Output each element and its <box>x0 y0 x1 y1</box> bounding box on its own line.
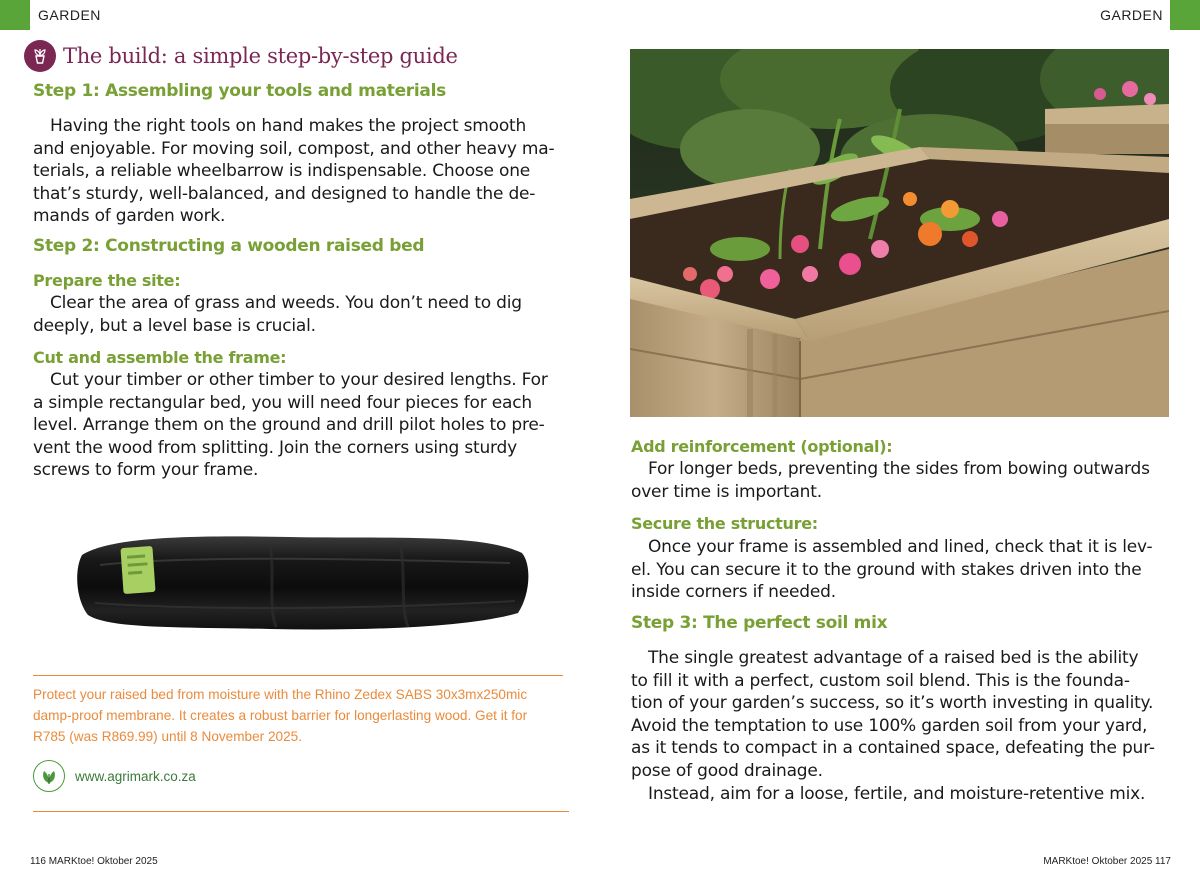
cut-assemble-body <box>33 369 578 482</box>
prepare-site-heading: Prepare the site: <box>33 271 181 290</box>
agrimark-leaf-logo-icon <box>33 760 65 792</box>
text-line: over time is important. <box>631 481 822 502</box>
text-line: a simple rectangular bed, you will need four pieces for each <box>33 392 532 413</box>
page-title: The build: a simple step-by-step guide <box>63 44 458 68</box>
section-color-bar <box>1170 0 1200 30</box>
step3-heading: Step 3: The perfect soil mix <box>631 613 888 633</box>
damp-proof-membrane-roll-image <box>70 515 535 645</box>
step3-body <box>631 647 1176 805</box>
text-line: Avoid the temptation to use 100% garden soil from your yard, <box>631 715 1148 736</box>
text-line: as it tends to compact in a contained space, defeating the pur- <box>631 738 1155 759</box>
section-label: GARDEN <box>38 7 101 23</box>
raised-bed-photo <box>630 49 1169 417</box>
text-line: For longer beds, preventing the sides from bowing outwards <box>648 459 1150 479</box>
text-line: that’s sturdy, well-balanced, and designed to handle the de- <box>33 183 536 204</box>
text-line: vent the wood from splitting. Join the corners using sturdy <box>33 437 517 458</box>
section-label: GARDEN <box>1100 7 1163 23</box>
step1-body <box>33 115 573 228</box>
text-line: pose of good drainage. <box>631 760 823 781</box>
right-page <box>600 0 1200 879</box>
headline <box>24 40 458 72</box>
section-tab-left <box>0 0 101 30</box>
text-line: Having the right tools on hand makes the project smooth <box>50 116 527 136</box>
caption-line: R785 (was R869.99) until 8 November 2025. <box>33 729 303 744</box>
section-tab-right <box>1100 0 1200 30</box>
reinforcement-heading: Add reinforcement (optional): <box>631 437 893 456</box>
caption-line: damp-proof membrane. It creates a robust barrier for longerlasting wood. Get it for <box>33 708 528 723</box>
text-line: el. You can secure it to the ground with stakes driven into the <box>631 559 1142 580</box>
text-line: tion of your garden’s success, so it’s worth investing in quality. <box>631 693 1154 714</box>
text-line: and enjoyable. For moving soil, compost, and other heavy ma- <box>33 138 555 159</box>
product-caption <box>33 684 585 747</box>
website-link[interactable]: www.agrimark.co.za <box>75 768 196 784</box>
prepare-site-body <box>33 292 573 337</box>
folio-left: 116 MARKtoe! Oktober 2025 <box>30 856 158 867</box>
step1-heading: Step 1: Assembling your tools and materials <box>33 81 446 101</box>
text-line: Instead, aim for a loose, fertile, and moisture-retentive mix. <box>648 783 1146 804</box>
text-line: terials, a reliable wheelbarrow is indispensable. Choose one <box>33 161 531 182</box>
text-line: inside corners if needed. <box>631 582 836 603</box>
reinforcement-body <box>631 458 1176 503</box>
text-line: Clear the area of grass and weeds. You don’t need to dig <box>50 293 522 313</box>
secure-structure-heading: Secure the structure: <box>631 514 818 533</box>
secure-structure-body <box>631 536 1176 604</box>
text-line: The single greatest advantage of a raised bed is the ability <box>648 648 1139 668</box>
step2-heading: Step 2: Constructing a wooden raised bed <box>33 236 425 256</box>
caption-rule-bottom <box>33 811 569 812</box>
caption-line: Protect your raised bed from moisture with the Rhino Zedex SABS 30x3mx250mic <box>33 687 528 702</box>
text-line: Once your frame is assembled and lined, check that it is lev- <box>648 537 1153 557</box>
text-line: to fill it with a perfect, custom soil blend. This is the founda- <box>631 670 1130 691</box>
cut-assemble-heading: Cut and assemble the frame: <box>33 348 287 367</box>
section-color-bar <box>0 0 30 30</box>
folio-right: MARKtoe! Oktober 2025 117 <box>1043 856 1171 867</box>
caption-rule-top <box>33 675 563 676</box>
text-line: Cut your timber or other timber to your desired lengths. For <box>50 370 548 390</box>
text-line: level. Arrange them on the ground and drill pilot holes to pre- <box>33 415 545 436</box>
website-block[interactable] <box>33 760 196 792</box>
text-line: mands of garden work. <box>33 206 226 227</box>
text-line: deeply, but a level base is crucial. <box>33 315 316 336</box>
plant-pot-icon <box>24 40 56 72</box>
text-line: screws to form your frame. <box>33 460 259 481</box>
